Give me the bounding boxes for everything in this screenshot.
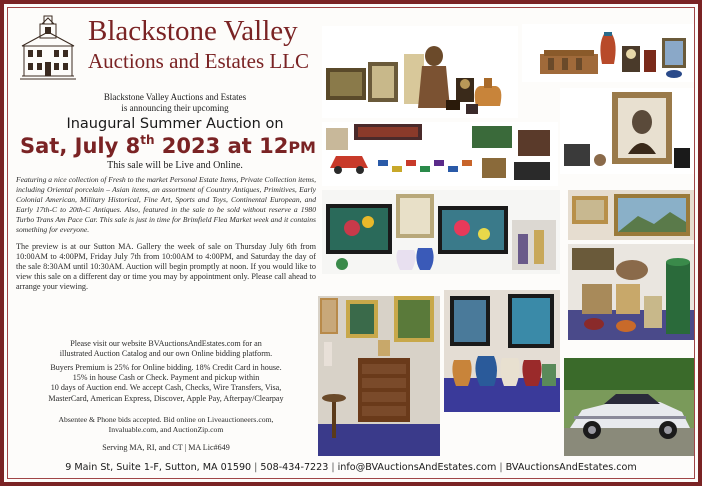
website-line: Please visit our website BVAuctionsAndEstates.com for an bbox=[70, 339, 262, 348]
live-online-line: This sale will be Live and Online. bbox=[107, 160, 243, 171]
contact-footer bbox=[10, 462, 692, 474]
date-main: Sat, July 8 bbox=[20, 134, 141, 158]
photo-landscape-paintings bbox=[568, 190, 694, 240]
intro-line: Blackstone Valley Auctions and Estates bbox=[103, 92, 247, 102]
footer-address: 9 Main St, Suite 1-F, Sutton, MA 01590 bbox=[65, 462, 252, 473]
website-paragraph bbox=[16, 339, 316, 359]
photo-asian-vases bbox=[444, 290, 560, 412]
date-suffix: th bbox=[140, 133, 155, 147]
premium-line: 15% in house Cash or Check. Payment and pickup within bbox=[72, 373, 260, 383]
photo-toys bbox=[322, 122, 558, 186]
photo-framed-portrait bbox=[560, 88, 694, 174]
building-icon bbox=[18, 14, 78, 82]
intro-line: is announcing their upcoming bbox=[121, 103, 229, 113]
serving-line: Serving MA, RI, and CT | MA Lic#649 bbox=[102, 443, 230, 452]
photo-trans-am-car bbox=[564, 358, 694, 456]
photo-clocks-vase bbox=[522, 24, 694, 82]
footer-separator: | bbox=[254, 462, 258, 473]
photo-folk-art bbox=[322, 26, 518, 118]
footer-separator: | bbox=[499, 462, 503, 473]
featuring-paragraph: Featuring a nice collection of Fresh to the market Personal Estate Items, Private Collection items, including Oriental porcelain – Asian items, an assortment of Country Antiques, Primitives, Early Colonial American, Military Historical, Fine Art, Sports and Toys, Continental European, and Early 17th-C to 20th-C Antiques. Also, featured in the sale to be sold without reserve a 1980 Turbo Trans Am Pace Car. This sale is just in time for Brimfield Flea Market week and it contains something for everyone. bbox=[16, 175, 316, 234]
absentee-line: Absentee & Phone bids accepted. Bid online on Liveauctioneers.com, bbox=[58, 415, 274, 424]
preview-paragraph: The preview is at our Sutton MA. Gallery the week of sale on Thursday July 6th from 10:00AM to 4:00PM, Friday July 7th from 10:00AM to 4:00PM, and Saturday the day of the sale 8:30AM until 10:30AM. Auction will begin promptly at noon. If you would like to view this sale on a different day or time you may by appointment only. Please call ahead to arrange your viewing. bbox=[16, 242, 316, 291]
intro-text bbox=[44, 92, 306, 114]
footer-separator: | bbox=[331, 462, 335, 473]
photo-asian-paintings bbox=[322, 190, 560, 274]
brand-subtitle: Auctions and Estates LLC bbox=[88, 49, 310, 73]
absentee-paragraph bbox=[16, 415, 316, 434]
event-name: Inaugural Summer Auction on bbox=[66, 116, 284, 132]
premium-line: MasterCard, American Express, Discover, Apple Pay, Afterpay/Clearpay bbox=[48, 393, 284, 403]
absentee-line: Invaluable.com, and AuctionZip.com bbox=[108, 424, 224, 434]
premium-paragraph bbox=[16, 363, 316, 404]
photo-crocks-boxes bbox=[568, 244, 694, 340]
brand-title: Blackstone Valley bbox=[88, 15, 298, 47]
photo-gallery-furniture bbox=[318, 296, 440, 456]
footer-phone[interactable]: 508-434-7223 bbox=[260, 462, 329, 473]
date-year: 2023 at 12 bbox=[154, 134, 289, 158]
premium-line: 10 days of Auction end. We accept Cash, Checks, Wire Transfers, Visa, bbox=[50, 383, 282, 393]
event-date bbox=[18, 134, 318, 160]
premium-line: Buyers Premium is 25% for Online bidding. 18% Credit Card in house. bbox=[50, 363, 282, 372]
footer-website[interactable]: BVAuctionsAndEstates.com bbox=[505, 462, 637, 473]
date-pm: PM bbox=[288, 138, 316, 157]
footer-email[interactable]: info@BVAuctionsAndEstates.com bbox=[337, 462, 497, 473]
website-line: illustrated Auction Catalog and our own Online bidding platform. bbox=[59, 349, 273, 358]
